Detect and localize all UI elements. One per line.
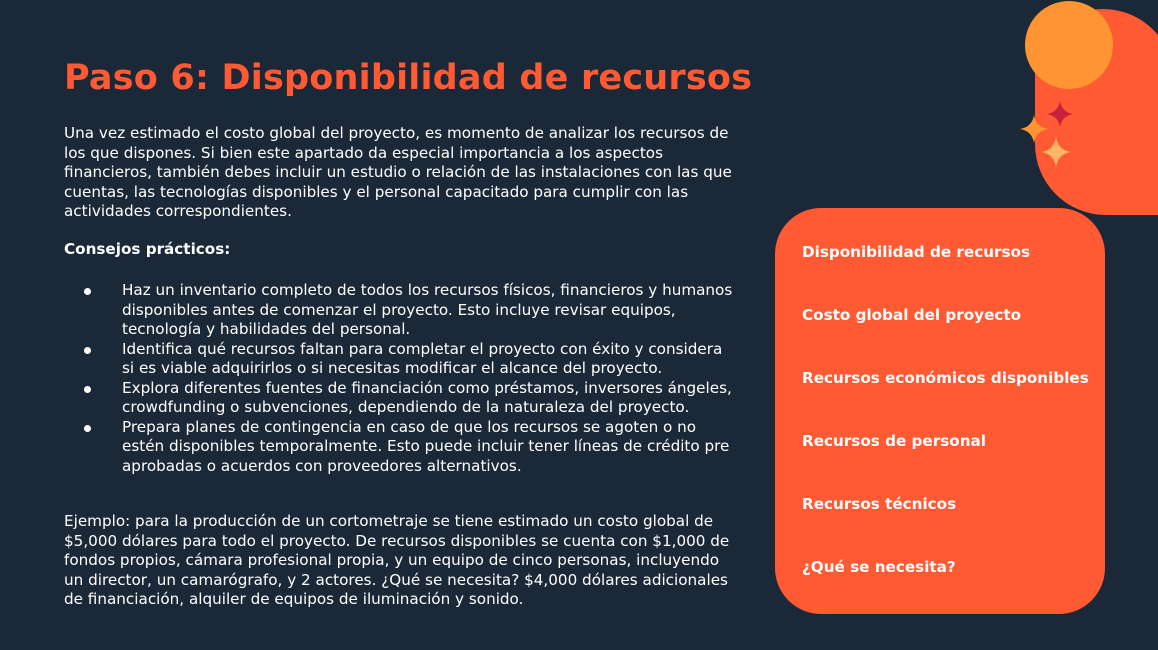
tip-text: Prepara planes de contingencia en caso de que los recursos se agoten o no estén disponibles temporalmente. Esto puede incluir tener líneas de crédito pre aprobadas o acuerdos con proveedores alternativos.: [122, 417, 730, 475]
panel-item-que-se-necesita: ¿Qué se necesita?: [802, 558, 956, 576]
resources-panel: [775, 208, 1105, 614]
tip-item: [64, 418, 734, 477]
tip-text: Explora diferentes fuentes de financiación como préstamos, inversores ángeles, crowdfunding o subvenciones, dependiendo de la naturaleza del proyecto.: [122, 378, 732, 416]
panel-item-recursos-tecnicos: Recursos técnicos: [802, 495, 957, 513]
bullet-icon: [84, 386, 91, 393]
bullet-icon: [84, 425, 91, 432]
tip-text: Identifica qué recursos faltan para completar el proyecto con éxito y considera si es viable adquirirlos o si necesitas modificar el alcance del proyecto.: [122, 339, 723, 377]
intro-paragraph: Una vez estimado el costo global del proyecto, es momento de analizar los recursos de los que dispones. Si bien este apartado da especial importancia a los aspectos financieros, también debes incluir un estudio o relación de las instalaciones con las que cuentas, las tecnologías disponibles y el personal capacitado para cumplir con las actividades correspondientes.: [64, 124, 732, 221]
tip-item: [64, 281, 734, 340]
panel-item-costo-global: Costo global del proyecto: [802, 306, 1022, 324]
tip-item: [64, 340, 734, 379]
bullet-icon: [84, 288, 91, 295]
bullet-icon: [84, 347, 91, 354]
tip-text: Haz un inventario completo de todos los recursos físicos, financieros y humanos disponibles antes de comenzar el proyecto. Esto incluye revisar equipos, tecnología y habilidades del personal.: [122, 281, 733, 338]
tips-heading: Consejos prácticos:: [64, 240, 231, 258]
panel-item-recursos-economicos: Recursos económicos disponibles: [802, 369, 1089, 387]
deco-orange-circle: [1025, 1, 1113, 89]
panel-item-disponibilidad: Disponibilidad de recursos: [802, 243, 1031, 261]
tip-item: [64, 379, 734, 418]
page-title: Paso 6: Disponibilidad de recursos: [64, 58, 753, 98]
panel-item-recursos-personal: Recursos de personal: [802, 432, 986, 450]
tips-list: [64, 281, 734, 476]
example-paragraph: Ejemplo: para la producción de un cortometraje se tiene estimado un costo global de $5,000 dólares para todo el proyecto. De recursos disponibles se cuenta con $1,000 de fondos propios, cámara profesional propia, y un equipo de cinco personas, incluyendo un director, un camarógrafo, y 2 actores. ¿Qué se necesita? $4,000 dólares adicionales de financiación, alquiler de equipos de iluminación y sonido.: [64, 512, 730, 609]
